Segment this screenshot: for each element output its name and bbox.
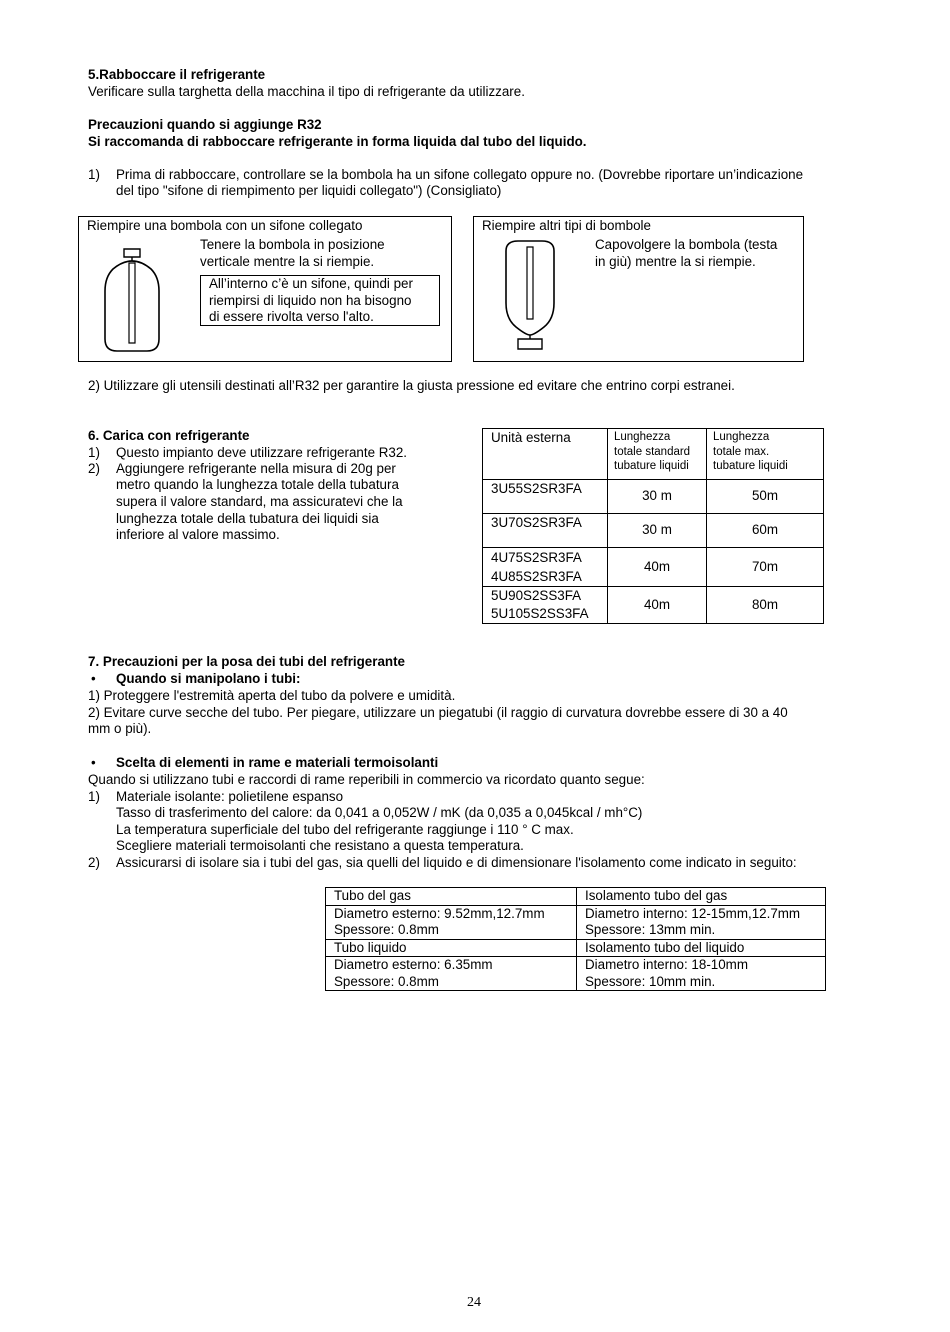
s6-item2-line3: supera il valore standard, ma assicuratevi che la <box>116 494 403 509</box>
table-row <box>326 905 826 939</box>
liquid-insulation-spec: Diametro interno: 18-10mm Spessore: 10mm min. <box>577 957 826 991</box>
max-length-value: 70m <box>707 548 824 587</box>
gas-insulation-spec: Diametro interno: 12-15mm,12.7mm Spessore: 13mm min. <box>577 905 826 939</box>
precaution-title: Precauzioni quando si aggiunge R32 <box>88 117 322 132</box>
materials-item2-text: Assicurarsi di isolare sia i tubi del gas, sia quelli del liquido e di dimensionare l'isolamento come indicato in seguito: <box>116 855 797 870</box>
precaution-subtitle: Si raccomanda di rabboccare refrigerante in forma liquida dal tubo del liquido. <box>88 134 587 149</box>
handling-line3: mm o più). <box>88 721 152 736</box>
item1-line1: Prima di rabboccare, controllare se la bombola ha un sifone collegato oppure no. (Dovrebbe riportare un’indicazione <box>116 167 804 182</box>
standard-length-value: 30 m <box>608 480 707 514</box>
materials-intro: Quando si utilizzano tubi e raccordi di rame reperibili in commercio va ricordato quanto segue: <box>88 772 645 787</box>
s6-item2-number: 2) <box>88 461 100 476</box>
item1-line2: del tipo "sifone di riempimento per liquidi collegato") (Consigliato) <box>116 183 502 198</box>
other-box-text1: Capovolgere la bombola (testa <box>595 237 778 252</box>
other-box-title: Riempire altri tipi di bombole <box>482 218 651 233</box>
model-name: 3U55S2SR3FA <box>491 481 582 496</box>
liquid-pipe-header: Tubo liquido <box>326 939 577 957</box>
model-name: 5U105S2SS3FA <box>491 606 589 621</box>
table-row <box>483 480 824 514</box>
model-name: 4U75S2SR3FA <box>491 550 582 565</box>
item1-number: 1) <box>88 167 100 182</box>
max-length-value: 50m <box>707 480 824 514</box>
siphon-note-line2: riempirsi di liquido non ha bisogno <box>209 292 412 308</box>
header-standard-length: Lunghezza totale standard tubature liquidi <box>608 429 707 480</box>
inverted-cylinder-icon <box>498 239 562 355</box>
s6-item2-line1: Aggiungere refrigerante nella misura di 20g per <box>116 461 396 476</box>
max-length-value: 80m <box>707 587 824 624</box>
table-row <box>483 548 824 587</box>
bullet-icon: • <box>91 755 96 770</box>
section5-intro: Verificare sulla targhetta della macchina il tipo di refrigerante da utilizzare. <box>88 84 525 99</box>
materials-item1-line4: Scegliere materiali termoisolanti che resistano a questa temperatura. <box>116 838 524 853</box>
liquid-pipe-spec: Diametro esterno: 6.35mm Spessore: 0.8mm <box>326 957 577 991</box>
s6-item1-text: Questo impianto deve utilizzare refrigerante R32. <box>116 445 408 460</box>
materials-item1-line2: Tasso di trasferimento del calore: da 0,041 a 0,052W / mK (da 0,035 a 0,045kcal / mh°C) <box>116 805 643 820</box>
gas-pipe-spec: Diametro esterno: 9.52mm,12.7mm Spessore: 0.8mm <box>326 905 577 939</box>
pipe-length-table <box>482 428 824 624</box>
table-row <box>326 957 826 991</box>
materials-item1-line3: La temperatura superficiale del tubo del refrigerante raggiunge i 110 ° C max. <box>116 822 574 837</box>
siphon-note-line3: di essere rivolta verso l'alto. <box>209 309 374 324</box>
table-row <box>326 888 826 906</box>
standard-length-value: 40m <box>608 587 707 624</box>
materials-subheading: Scelta di elementi in rame e materiali termoisolanti <box>116 755 439 770</box>
model-name: 4U85S2SR3FA <box>491 569 582 584</box>
other-cylinder-box <box>473 216 804 362</box>
siphon-cylinder-box <box>78 216 452 362</box>
siphon-box-text2: verticale mentre la si riempie. <box>200 254 375 269</box>
siphon-box-title: Riempire una bombola con un sifone collegato <box>87 218 363 233</box>
gas-pipe-header: Tubo del gas <box>326 888 577 906</box>
materials-item2-number: 2) <box>88 855 100 870</box>
model-name: 3U70S2SR3FA <box>491 515 582 530</box>
model-name: 5U90S2SS3FA <box>491 588 582 603</box>
header-max-length: Lunghezza totale max. tubature liquidi <box>707 429 824 480</box>
section7-heading: 7. Precauzioni per la posa dei tubi del refrigerante <box>88 654 406 669</box>
other-box-text2: in giù) mentre la si riempie. <box>595 254 756 269</box>
liquid-insulation-header: Isolamento tubo del liquido <box>577 939 826 957</box>
upright-cylinder-icon <box>99 247 165 355</box>
section5-heading: 5.Rabboccare il refrigerante <box>88 67 266 82</box>
table-row <box>326 939 826 957</box>
s6-item2-line4: lunghezza totale della tubatura dei liquidi sia <box>116 511 379 526</box>
handling-line2: 2) Evitare curve secche del tubo. Per piegare, utilizzare un piegatubi (il raggio di curvatura dovrebbe essere di 30 a 40 <box>88 705 788 720</box>
max-length-value: 60m <box>707 514 824 548</box>
bullet-icon: • <box>91 671 96 686</box>
standard-length-value: 30 m <box>608 514 707 548</box>
table-header-row <box>483 429 824 480</box>
s6-item2-line2: metro quando la lunghezza totale della tubatura <box>116 477 399 492</box>
table-row <box>483 514 824 548</box>
materials-item1-number: 1) <box>88 789 100 804</box>
s6-item2-line5: inferiore al valore massimo. <box>116 527 280 542</box>
page-number: 24 <box>467 1295 481 1310</box>
materials-item1-line1: Materiale isolante: polietilene espanso <box>116 789 344 804</box>
table-row <box>483 587 824 624</box>
item2-text: 2) Utilizzare gli utensili destinati all’R32 per garantire la giusta pressione ed evitare che entrino corpi estranei. <box>88 378 735 393</box>
section6-heading: 6. Carica con refrigerante <box>88 428 250 443</box>
siphon-note-line1: All’interno c’è un sifone, quindi per <box>209 276 413 291</box>
header-outdoor-unit: Unità esterna <box>483 429 608 480</box>
s6-item1-number: 1) <box>88 445 100 460</box>
handling-subheading: Quando si manipolano i tubi: <box>116 671 301 686</box>
gas-insulation-header: Isolamento tubo del gas <box>577 888 826 906</box>
insulation-table <box>325 887 826 991</box>
handling-line1: 1) Proteggere l'estremità aperta del tubo da polvere e umidità. <box>88 688 456 703</box>
standard-length-value: 40m <box>608 548 707 587</box>
siphon-box-text1: Tenere la bombola in posizione <box>200 237 385 252</box>
siphon-note-box <box>200 275 440 326</box>
